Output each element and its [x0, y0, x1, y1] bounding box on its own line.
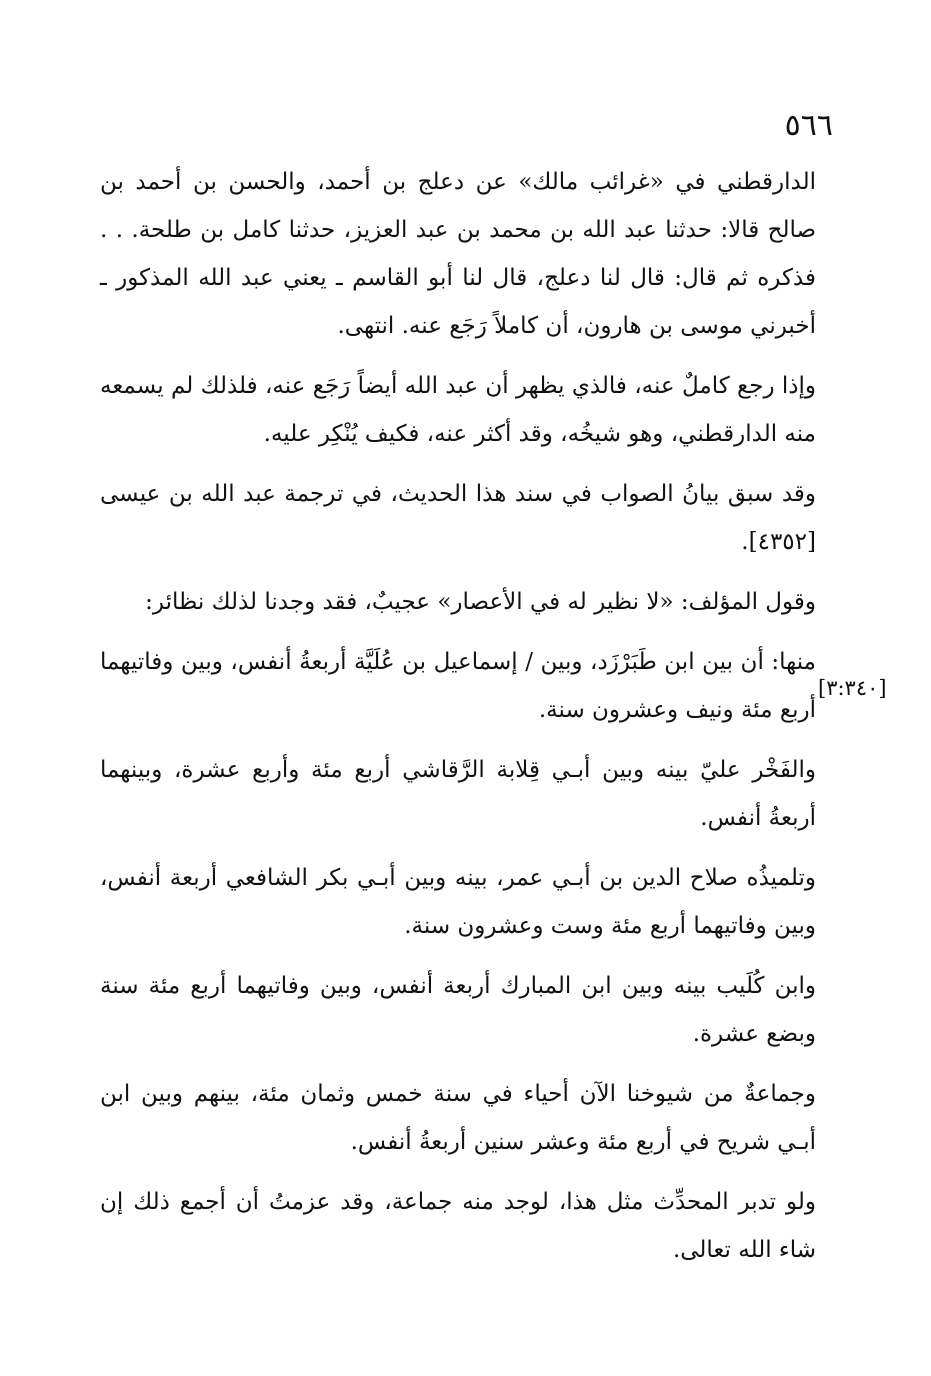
- paragraph: وجماعةٌ من شيوخنا الآن أحياء في سنة خمس وثمان مئة، بينهم وبين ابن أبـي شريح في أربع مئة وعشر سنين أربعةُ أنفس.: [100, 1081, 816, 1155]
- paragraph: وقد سبق بيانُ الصواب في سند هذا الحديث، في ترجمة عبد الله بن عيسى [٤٣٥٢].: [100, 481, 816, 555]
- margin-reference: [٣:٣٤٠]: [818, 676, 887, 700]
- body-text: [100, 158, 816, 1286]
- page-number: ٥٦٦: [784, 108, 833, 143]
- paragraph: وتلميذُه صلاح الدين بن أبـي عمر، بينه وبين أبـي بكر الشافعي أربعة أنفس، وبين وفاتيهما أربع مئة وست وعشرون سنة.: [100, 865, 816, 939]
- paragraph: وابن كُلَيب بينه وبين ابن المبارك أربعة أنفس، وبين وفاتيهما أربع مئة سنة وبضع عشرة.: [100, 973, 816, 1047]
- paragraph: منها: أن بين ابن طَبَرْزَد، وبين / إسماعيل بن عُلَيَّة أربعةُ أنفس، وبين وفاتيهما أربع مئة ونيف وعشرون سنة.: [100, 649, 816, 723]
- paragraph: ولو تدبر المحدِّث مثل هذا، لوجد منه جماعة، وقد عزمتُ أن أجمع ذلك إن شاء الله تعالى.: [100, 1189, 816, 1263]
- paragraph: وقول المؤلف: «لا نظير له في الأعصار» عجيبٌ، فقد وجدنا لذلك نظائر:: [145, 589, 816, 615]
- paragraph: والفَخْر عليّ بينه وبين أبـي قِلابة الرَّقاشي أربع مئة وأربع عشرة، وبينهما أربعةُ أنفس.: [100, 757, 816, 831]
- paragraph: الدارقطني في «غرائب مالك» عن دعلج بن أحمد، والحسن بن أحمد بن صالح قالا: حدثنا عبد الله بن محمد بن عبد العزيز، حدثنا كامل بن طلحة. . . فذكره ثم قال: قال لنا دعلج، قال لنا أبو القاسم ـ يعني عبد الله المذكور ـ أخبرني موسى بن هارون، أن كاملاً رَجَع عنه. انتهى.: [100, 169, 816, 339]
- paragraph: وإذا رجع كاملٌ عنه، فالذي يظهر أن عبد الله أيضاً رَجَع عنه، فلذلك لم يسمعه منه الدارقطني، وهو شيخُه، وقد أكثر عنه، فكيف يُنْكِر عليه.: [100, 373, 816, 447]
